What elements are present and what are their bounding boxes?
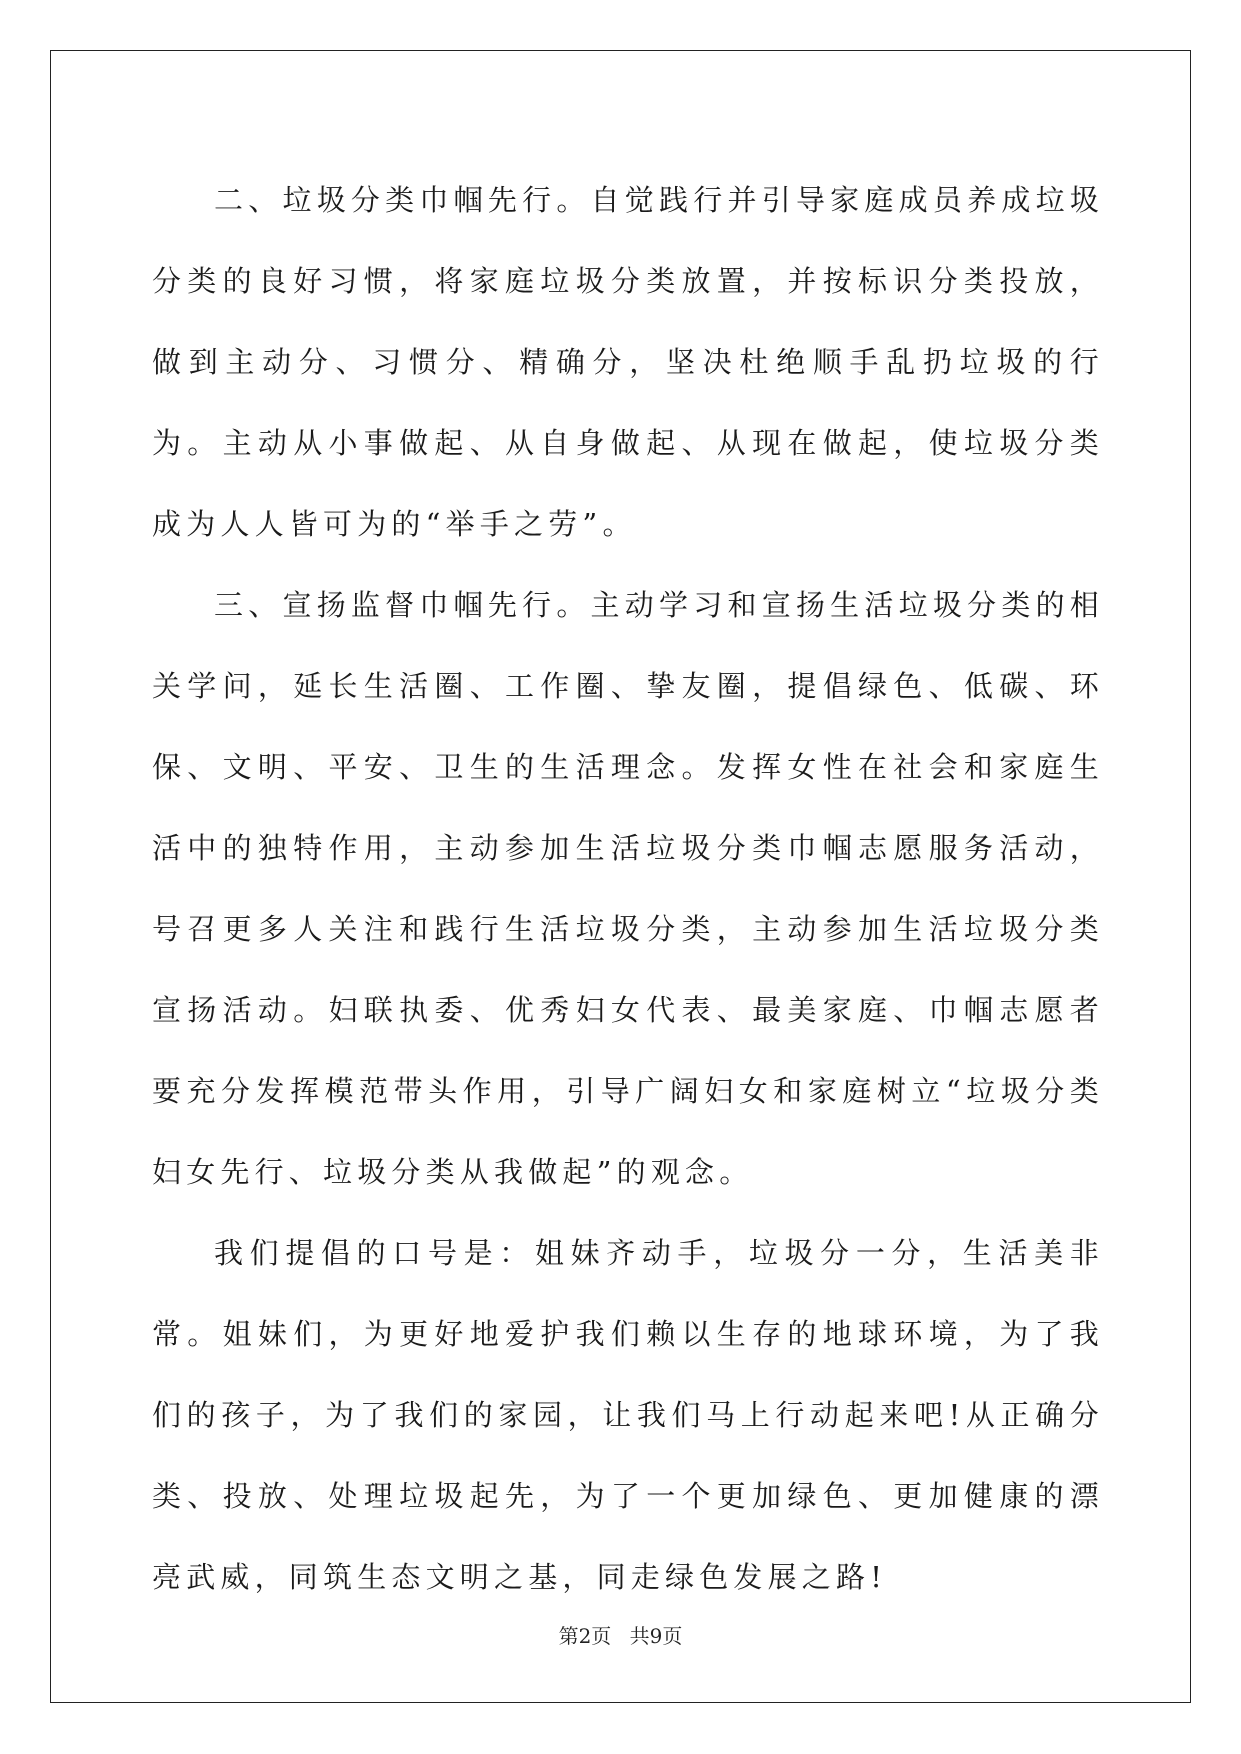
page-number: 第2页 [558, 1624, 612, 1648]
paragraph-garbage-sorting: 二、垃圾分类巾帼先行。自觉践行并引导家庭成员养成垃圾分类的良好习惯，将家庭垃圾分类放置，并按标识分类投放，做到主动分、习惯分、精确分，坚决杜绝顺手乱扔垃圾的行为。主动从小事做起、从自身做起、从现在做起，使垃圾分类成为人人皆可为的“举手之劳”。 [152, 183, 1104, 541]
document-body [152, 160, 1104, 1618]
paragraph-slogan: 我们提倡的口号是：姐妹齐动手，垃圾分一分，生活美非常。姐妹们，为更好地爱护我们赖以生存的地球环境，为了我们的孩子，为了我们的家园，让我们马上行动起来吧!从正确分类、投放、处理垃圾起先，为了一个更加绿色、更加健康的漂亮武威，同筑生态文明之基，同走绿色发展之路! [152, 1236, 1104, 1594]
page-footer [0, 1620, 1241, 1649]
page-total: 共9页 [629, 1624, 683, 1648]
paragraph-publicity-supervision: 三、宣扬监督巾帼先行。主动学习和宣扬生活垃圾分类的相关学问，延长生活圈、工作圈、挚友圈，提倡绿色、低碳、环保、文明、平安、卫生的生活理念。发挥女性在社会和家庭生活中的独特作用，主动参加生活垃圾分类巾帼志愿服务活动，号召更多人关注和践行生活垃圾分类，主动参加生活垃圾分类宣扬活动。妇联执委、优秀妇女代表、最美家庭、巾帼志愿者要充分发挥模范带头作用，引导广阔妇女和家庭树立“垃圾分类妇女先行、垃圾分类从我做起”的观念。 [152, 588, 1104, 1189]
